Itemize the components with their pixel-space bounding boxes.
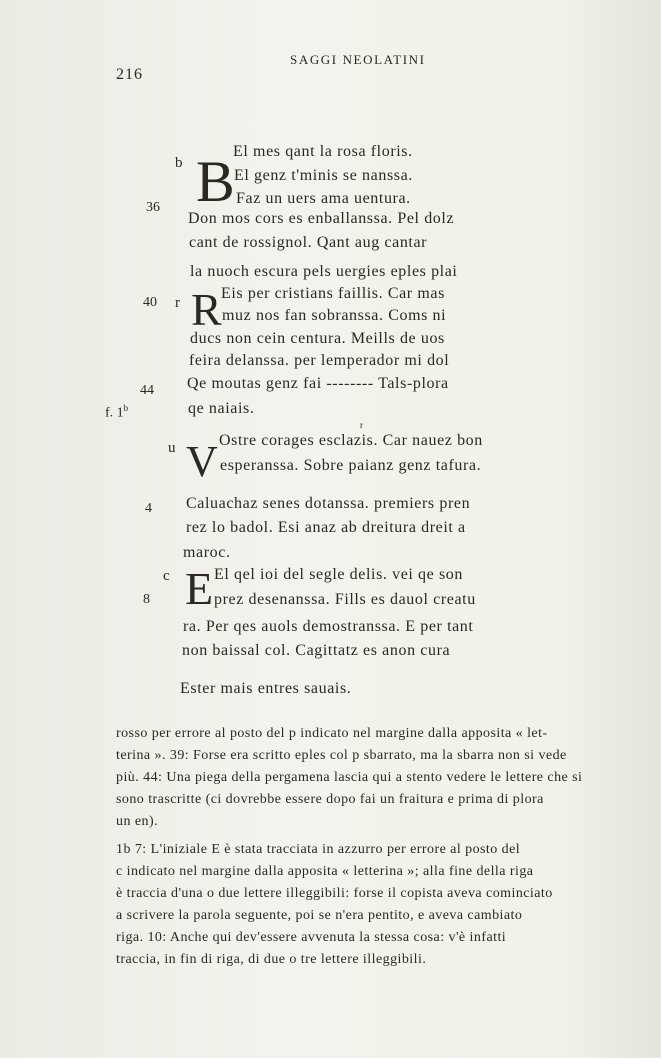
margin-letter-u: u <box>168 440 176 456</box>
verse-line: cant de rossignol. Qant aug cantar <box>189 234 428 251</box>
verse-line: Ester mais entres sauais. <box>180 680 352 697</box>
verse-line: muz nos fan sobranssa. Coms ni <box>222 307 447 324</box>
margin-letter-c: c <box>163 568 170 584</box>
margin-letter-b: b <box>175 155 183 171</box>
margin-letter-r: r <box>175 295 180 311</box>
note-line: traccia, in fin di riga, di due o tre lettere illeggibili. <box>116 952 427 967</box>
note-line: più. 44: Una piega della pergamena lascia qui a stento vedere le lettere che si <box>116 770 583 785</box>
verse-line: Caluachaz senes dotanssa. premiers pren <box>186 495 471 512</box>
verse-line: ducs non cein centura. Meills de uos <box>190 330 445 347</box>
verse-line: El mes qant la rosa floris. <box>233 143 413 160</box>
initial-letter-v: V <box>186 437 218 486</box>
verse-line: Eis per cristians faillis. Car mas <box>221 285 445 302</box>
note-line: 1b 7: L'iniziale E è stata tracciata in azzurro per errore al posto del <box>116 842 521 857</box>
line-number: 4 <box>145 501 152 516</box>
note-line: rosso per errore al posto del p indicato nel margine dalla apposita « let- <box>116 726 548 741</box>
verse-line: feira delanssa. per lemperador mi dol <box>189 352 450 369</box>
initial-letter-r: R <box>191 284 222 335</box>
running-head: SAGGI NEOLATINI <box>290 52 426 67</box>
verse-line: ra. Per qes auols demostranssa. E per tant <box>183 618 474 635</box>
verse-line: El qel ioi del segle delis. vei qe son <box>214 566 463 583</box>
line-number: 8 <box>143 592 150 607</box>
note-line: a scrivere la parola seguente, poi se n'era pentito, e aveva cambiato <box>116 908 523 923</box>
line-number: 36 <box>146 200 160 215</box>
verse-line: Faz un uers ama uentura. <box>236 190 411 207</box>
note-line: un en). <box>116 814 159 829</box>
verse-line: maroc. <box>183 544 231 561</box>
verse-line: rez lo badol. Esi anaz ab dreitura dreit a <box>186 519 466 536</box>
line-number: 44 <box>140 383 154 398</box>
verse-line: Qe moutas genz fai -------- Tals-plora <box>187 375 449 392</box>
verse-line: non baissal col. Cagittatz es anon cura <box>182 642 451 659</box>
verse-line: qe naiais. <box>188 400 255 417</box>
interlinear-mark: r <box>360 420 363 430</box>
verse-line: Ostre corages esclazis. Car nauez bon <box>219 432 483 449</box>
folio-reference: f. 1$^b$ <box>105 403 129 421</box>
note-line: terina ». 39: Forse era scritto eples col p sbarrato, ma la sbarra non si vede <box>116 748 567 763</box>
note-line: c indicato nel margine dalla apposita « letterina »; alla fine della riga <box>116 864 534 879</box>
verse-line: la nuoch escura pels uergies eples plai <box>190 263 458 280</box>
note-line: è traccia d'una o due lettere illeggibili: forse il copista aveva cominciato <box>116 886 553 901</box>
verse-line: esperanssa. Sobre paianz genz tafura. <box>220 457 482 474</box>
page-number: 216 <box>116 66 143 83</box>
note-line: riga. 10: Anche qui dev'essere avvenuta la stessa cosa: v'è infatti <box>116 930 507 945</box>
verse-line: El genz t'minis se nanssa. <box>234 167 413 184</box>
verse-line: Don mos cors es enballanssa. Pel dolz <box>188 210 455 227</box>
initial-letter-b: B <box>196 149 235 214</box>
line-number: 40 <box>143 295 157 310</box>
initial-letter-e: E <box>185 563 214 614</box>
verse-line: prez desenanssa. Fills es dauol creatu <box>214 591 476 608</box>
note-line: sono trascritte (ci dovrebbe essere dopo fai un fraitura e prima di plora <box>116 792 544 807</box>
